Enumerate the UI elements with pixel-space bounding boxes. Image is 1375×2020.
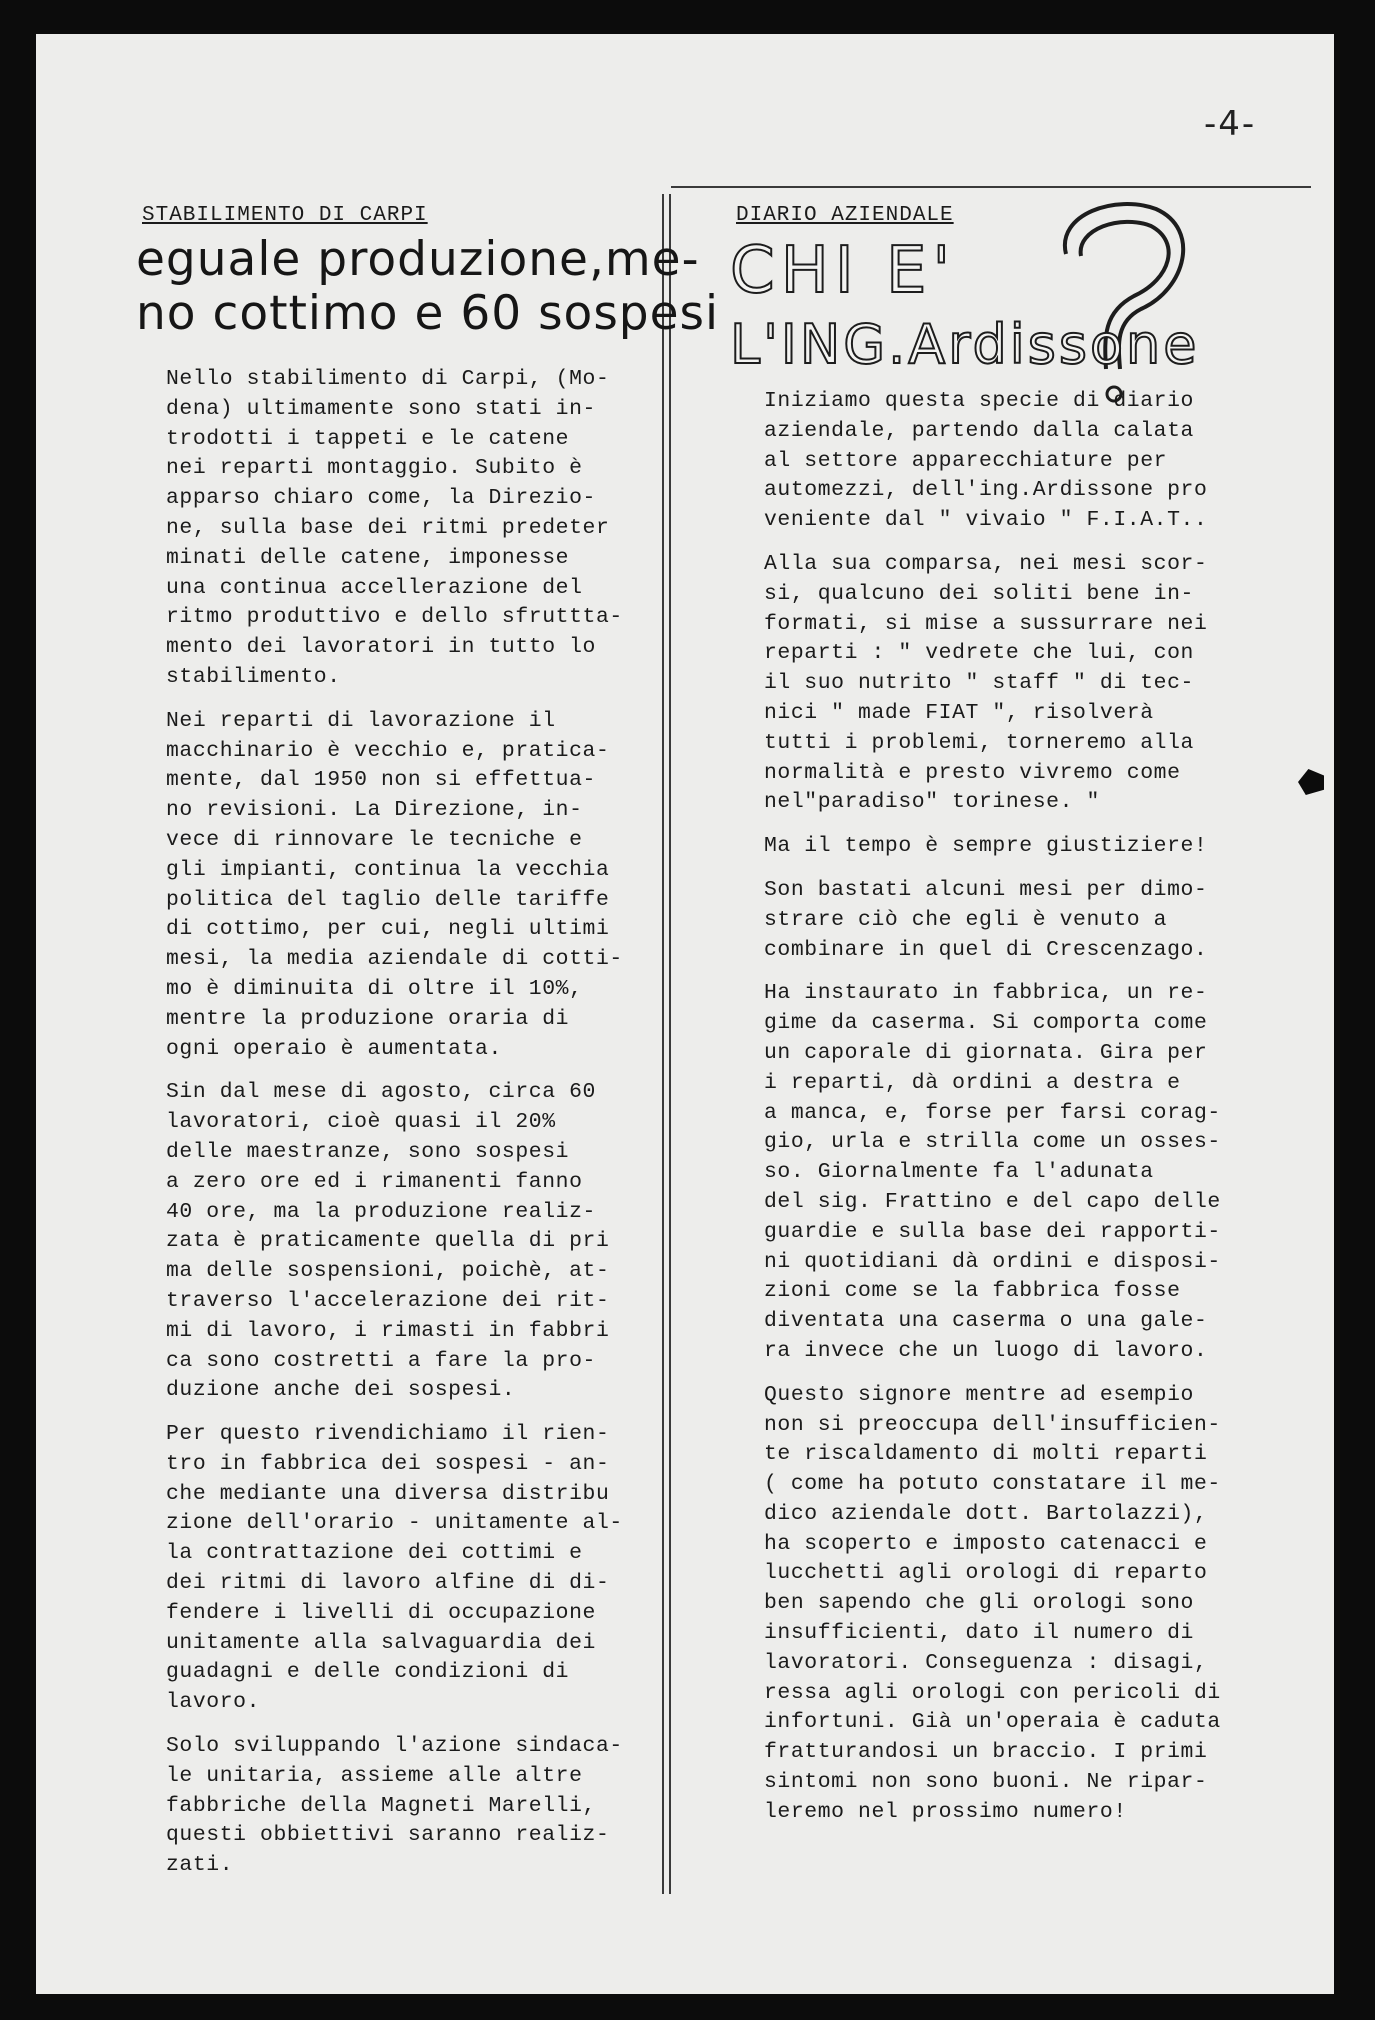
headline-line: no cottimo e 60 sospesi xyxy=(136,286,720,341)
section-title-carpi: STABILIMENTO DI CARPI xyxy=(142,204,428,227)
headline-line: L'ING.Ardissone xyxy=(730,313,1200,376)
paragraph: Son bastati alcuni mesi per dimo- strare ciò che egli è venuto a combinare in quel di Crescenzago. xyxy=(764,877,1208,962)
page-number: -4- xyxy=(1204,104,1257,144)
paragraph: Ma il tempo è sempre giustiziere! xyxy=(764,834,1208,859)
paragraph: Sin dal mese di agosto, circa 60 lavoratori, cioè quasi il 20% delle maestranze, sono sospesi a zero ore ed i rimanenti fanno 40 ore, ma la produzione realiz- zata è praticamente quella di pri ma delle sospensioni, poichè, at- traverso l'accelerazione dei rit- mi di lavoro, i rimasti in fabbri ca sono costretti a fare la pro- duzione anche dei sospesi. xyxy=(166,1080,610,1403)
paragraph: Ha instaurato in fabbrica, un re- gime da caserma. Si comporta come un caporale di giornata. Gira per i reparti, dà ordini a destra e a manca, e, forse per farsi corag- gio, urla e strilla come un osses- so. Giornalmente fa l'adunata del sig. Frattino e del capo delle guardie e sulla base dei rapporti- ni quotidiani dà ordini e disposi- zioni come se la fabbrica fosse diventata una caserma o una gale- ra invece che un luogo di lavoro. xyxy=(764,981,1221,1363)
paragraph: Nello stabilimento di Carpi, (Mo- dena) ultimamente sono stati in- trodotti i tappeti e le catene nei reparti montaggio. Subito è apparso chiaro come, la Direzio- ne, sulla base dei ritmi predeter minati delle catene, imponesse una continua accellerazione del ritmo produttivo e dello sfruttta- mento dei lavoratori in tutto lo stabilimento. xyxy=(166,367,623,689)
paragraph: Alla sua comparsa, nei mesi scor- si, qualcuno dei soliti bene in- formati, si mise a sussurrare nei reparti : " vedrete che lui, con il suo nutrito " staff " di tec- nici " made FIAT ", risolverà tutti i problemi, torneremo alla normalità e presto vivremo come nel"paradiso" torinese. " xyxy=(764,551,1208,815)
headline-ardissone xyxy=(730,233,1324,381)
paragraph: Nei reparti di lavorazione il macchinario è vecchio e, pratica- mente, dal 1950 non si effettua- no revisioni. La Direzione, in- vece di rinnovare le tecniche e gli impianti, continua la vecchia politica del taglio delle tariffe di cottimo, per cui, negli ultimi mesi, la media aziendale di cotti- mo è diminuita di oltre il 10%, mentre la produzione oraria di ogni operaio è aumentata. xyxy=(166,708,623,1061)
left-column xyxy=(130,204,720,1895)
column-top-rule xyxy=(671,186,1311,188)
headline-line: CHI E' xyxy=(730,234,957,308)
headline-carpi xyxy=(136,232,720,341)
document-page xyxy=(36,34,1334,1994)
paragraph: Solo sviluppando l'azione sindaca- le unitaria, assieme alle altre fabbriche della Magneti Marelli, questi obbiettivi saranno realiz- zati. xyxy=(166,1734,623,1878)
section-title-diario: DIARIO AZIENDALE xyxy=(736,204,954,227)
paragraph: Questo signore mentre ad esempio non si preoccupa dell'insufficien- te riscaldamento di molti reparti ( come ha potuto constatare il me- dico aziendale dott. Bartolazzi), ha scoperto e imposto catenacci e lucchetti agli orologi di reparto ben sapendo che gli orologi sono insufficienti, dato il numero di lavoratori. Conseguenza : disagi, ressa agli orologi con pericoli di infortuni. Già un'operaia è caduta fratturandosi un braccio. I primi sintomi non sono buoni. Ne ripar- leremo nel prossimo numero! xyxy=(764,1382,1221,1824)
paragraph: Iniziamo questa specie di diario aziendale, partendo dalla calata al settore apparecchiature per automezzi, dell'ing.Ardissone pro veniente dal " vivaio " F.I.A.T.. xyxy=(764,389,1208,533)
headline-line: eguale produzione,me- xyxy=(136,232,700,287)
right-column xyxy=(724,204,1324,1842)
paragraph: Per questo rivendichiamo il rien- tro in fabbrica dei sospesi - an- che mediante una diversa distribu zione dell'orario - unitamente al- la contrattazione dei cottimi e dei ritmi di lavoro alfine di di- fendere i livelli di occupazione unitamente alla salvaguardia dei guadagni e delle condizioni di lavoro. xyxy=(166,1422,623,1715)
